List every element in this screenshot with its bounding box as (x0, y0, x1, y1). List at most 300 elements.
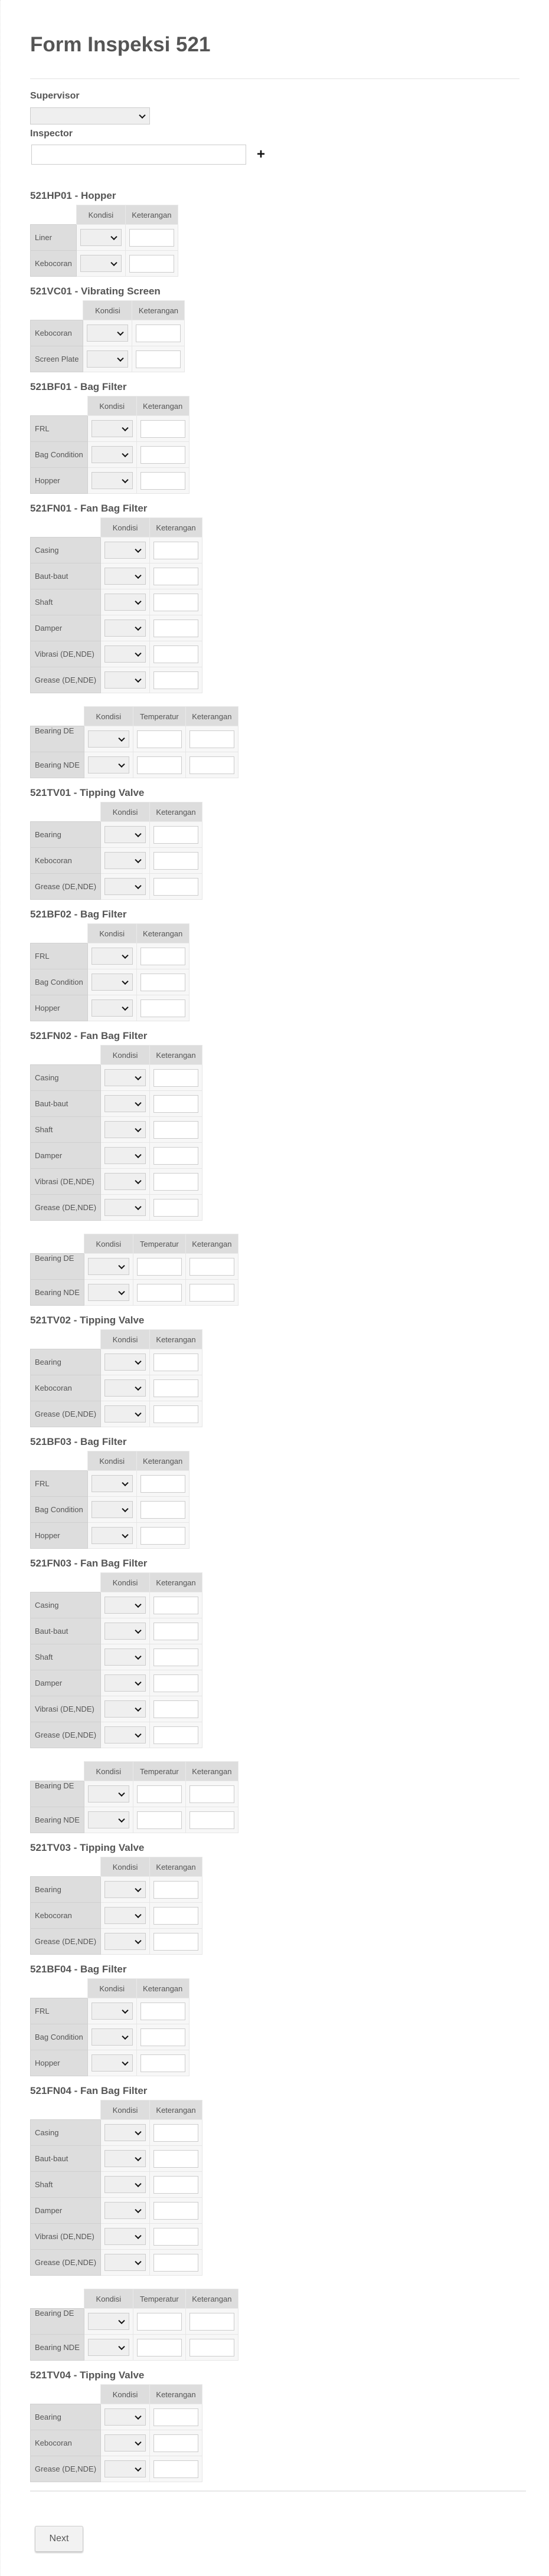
inspection-form (1, 0, 549, 2575)
blank-header (31, 1573, 101, 1592)
kondisi-select[interactable] (92, 446, 133, 463)
keterangan-input[interactable] (140, 2003, 185, 2020)
kondisi-select[interactable] (104, 1648, 146, 1666)
keterangan-input[interactable] (153, 1623, 198, 1640)
plus-icon[interactable]: + (257, 146, 266, 162)
chevron-down-icon (122, 1479, 128, 1486)
inspector-label: Inspector (30, 129, 73, 139)
chevron-down-icon (122, 2007, 128, 2013)
kondisi-select[interactable] (104, 2202, 146, 2219)
keterangan-input[interactable] (153, 826, 198, 844)
next-button[interactable]: Next (35, 2526, 83, 2552)
column-header-temperatur: Temperatur (133, 2289, 185, 2309)
inspection-table (30, 923, 189, 1021)
kondisi-select[interactable] (92, 1501, 133, 1518)
keterangan-input[interactable] (153, 1700, 198, 1718)
equipment-section (30, 786, 519, 900)
keterangan-input[interactable] (136, 350, 181, 368)
chevron-down-icon (122, 1505, 128, 1512)
equipment-section (30, 908, 519, 1021)
temperatur-cell (133, 2309, 185, 2335)
kondisi-select[interactable] (104, 852, 146, 869)
keterangan-cell (125, 251, 178, 277)
chevron-down-icon (122, 2059, 128, 2065)
keterangan-input[interactable] (153, 1597, 198, 1614)
keterangan-input[interactable] (140, 472, 185, 490)
chevron-down-icon (135, 1885, 141, 1892)
keterangan-cell (136, 969, 189, 995)
keterangan-cell (136, 2050, 189, 2076)
table-row (31, 2224, 202, 2250)
keterangan-input[interactable] (189, 1785, 234, 1803)
keterangan-input[interactable] (153, 1095, 198, 1113)
kondisi-cell (87, 1998, 136, 2024)
keterangan-cell (136, 1471, 189, 1497)
section-title: 521FN04 - Fan Bag Filter (30, 2085, 148, 2096)
kondisi-select[interactable] (104, 2408, 146, 2426)
table-row (31, 1523, 189, 1549)
keterangan-input[interactable] (140, 2054, 185, 2072)
chevron-down-icon (135, 2439, 141, 2445)
kondisi-select[interactable] (104, 2176, 146, 2193)
chevron-down-icon (135, 2464, 141, 2471)
table-row (31, 1195, 202, 1221)
kondisi-select[interactable] (104, 1069, 146, 1086)
chevron-down-icon (122, 450, 128, 457)
kondisi-select[interactable] (104, 2434, 146, 2452)
table-row (31, 2050, 189, 2076)
chevron-down-icon (135, 1601, 141, 1607)
kondisi-select[interactable] (104, 2150, 146, 2167)
chevron-down-icon (117, 355, 124, 361)
kondisi-select[interactable] (104, 1933, 146, 1950)
section-title: 521TV01 - Tipping Valve (30, 787, 145, 798)
kondisi-select[interactable] (92, 472, 133, 489)
chevron-down-icon (118, 1790, 125, 1796)
keterangan-cell (150, 1722, 202, 1748)
row-label: Vibrasi (DE,NDE) (31, 1169, 101, 1195)
kondisi-select[interactable] (104, 1907, 146, 1924)
keterangan-input[interactable] (153, 568, 198, 585)
chevron-down-icon (135, 2413, 141, 2419)
table-header-row (31, 1573, 202, 1592)
section-title: 521BF01 - Bag Filter (30, 381, 127, 392)
keterangan-cell (150, 2456, 202, 2482)
row-label: Damper (31, 615, 101, 641)
table-row (31, 1065, 202, 1091)
keterangan-input[interactable] (140, 1527, 185, 1545)
column-header-keterangan: Keterangan (150, 2385, 202, 2404)
keterangan-input[interactable] (189, 756, 234, 774)
kondisi-select[interactable] (88, 2313, 129, 2330)
keterangan-input[interactable] (140, 2028, 185, 2046)
chevron-down-icon (135, 1099, 141, 1106)
inspection-table (30, 2100, 202, 2276)
table-row (31, 1877, 202, 1903)
chevron-down-icon (135, 598, 141, 604)
kondisi-select[interactable] (104, 1597, 146, 1614)
table-header-row (31, 1857, 202, 1877)
inspection-table (30, 1329, 202, 1427)
kondisi-select[interactable] (92, 2054, 133, 2072)
keterangan-input[interactable] (153, 1881, 198, 1899)
kondisi-cell (87, 1471, 136, 1497)
column-header-keterangan: Keterangan (125, 205, 178, 225)
keterangan-input[interactable] (153, 852, 198, 870)
column-header-kondisi: Kondisi (84, 2289, 133, 2309)
keterangan-cell (150, 1929, 202, 1955)
keterangan-input[interactable] (140, 974, 185, 991)
kondisi-select[interactable] (104, 2460, 146, 2477)
kondisi-cell (84, 726, 133, 752)
temperatur-input[interactable] (137, 1284, 182, 1302)
keterangan-input[interactable] (153, 1069, 198, 1087)
row-label: Vibrasi (DE,NDE) (31, 1696, 101, 1722)
kondisi-cell (101, 2250, 150, 2276)
keterangan-cell (185, 2309, 238, 2335)
keterangan-input[interactable] (153, 594, 198, 611)
kondisi-select[interactable] (104, 1095, 146, 1112)
row-label: Bearing DE (31, 1254, 84, 1280)
temperatur-input[interactable] (137, 730, 182, 748)
kondisi-cell (84, 2309, 133, 2335)
supervisor-label: Supervisor (30, 91, 80, 101)
chevron-down-icon (139, 112, 145, 118)
kondisi-cell (101, 667, 150, 693)
chevron-down-icon (118, 1815, 125, 1822)
kondisi-select[interactable] (88, 1284, 129, 1301)
table-row (31, 1807, 238, 1833)
kondisi-select[interactable] (104, 1353, 146, 1371)
chevron-down-icon (135, 1151, 141, 1158)
kondisi-cell (101, 1670, 150, 1696)
bearing-table (30, 1761, 238, 1833)
chevron-down-icon (135, 676, 141, 682)
keterangan-input[interactable] (189, 1811, 234, 1829)
keterangan-input[interactable] (153, 542, 198, 559)
section-title: 521FN03 - Fan Bag Filter (30, 1558, 148, 1569)
kondisi-select[interactable] (104, 2124, 146, 2141)
kondisi-select[interactable] (104, 1121, 146, 1138)
kondisi-select[interactable] (104, 2228, 146, 2245)
column-header-kondisi: Kondisi (87, 1979, 136, 1998)
chevron-down-icon (135, 1653, 141, 1659)
row-label: Shaft (31, 589, 101, 615)
column-header-keterangan: Keterangan (150, 802, 202, 822)
column-header-keterangan: Keterangan (150, 2100, 202, 2120)
kondisi-select[interactable] (104, 594, 146, 611)
keterangan-cell (185, 1254, 238, 1280)
kondisi-select[interactable] (88, 1811, 129, 1828)
section-title: 521BF04 - Bag Filter (30, 1964, 127, 1975)
keterangan-input[interactable] (140, 420, 185, 438)
row-label: Grease (DE,NDE) (31, 2456, 101, 2482)
supervisor-select[interactable] (30, 107, 150, 124)
kondisi-select[interactable] (92, 948, 133, 965)
column-header-kondisi: Kondisi (101, 1573, 150, 1592)
kondisi-select[interactable] (92, 420, 133, 437)
equipment-section (30, 1963, 519, 2076)
inspection-table (30, 1045, 202, 1221)
table-row (31, 1903, 202, 1929)
table-header-row (31, 1330, 202, 1349)
section-title: 521BF03 - Bag Filter (30, 1436, 127, 1447)
kondisi-select[interactable] (88, 756, 129, 774)
row-label: Bearing (31, 1349, 101, 1375)
kondisi-select[interactable] (104, 2254, 146, 2271)
keterangan-input[interactable] (153, 1907, 198, 1925)
kondisi-cell (83, 320, 132, 346)
chevron-down-icon (135, 1410, 141, 1416)
keterangan-cell (150, 2224, 202, 2250)
keterangan-input[interactable] (153, 1405, 198, 1423)
column-header-kondisi: Kondisi (76, 205, 125, 225)
keterangan-input[interactable] (189, 2339, 234, 2357)
table-header-row (31, 924, 189, 943)
chevron-down-icon (135, 1911, 141, 1918)
keterangan-input[interactable] (153, 1379, 198, 1397)
table-header-row (31, 2100, 202, 2120)
kondisi-cell (87, 995, 136, 1021)
temperatur-input[interactable] (137, 1785, 182, 1803)
row-label: Bearing DE (31, 726, 84, 752)
kondisi-cell (101, 1091, 150, 1117)
row-label: Grease (DE,NDE) (31, 874, 101, 900)
table-row (31, 2430, 202, 2456)
keterangan-input[interactable] (153, 1933, 198, 1951)
keterangan-input[interactable] (153, 2202, 198, 2220)
chevron-down-icon (135, 1177, 141, 1184)
kondisi-select[interactable] (92, 999, 133, 1017)
blank-header (31, 1857, 101, 1877)
keterangan-input[interactable] (153, 2176, 198, 2194)
keterangan-input[interactable] (129, 229, 174, 247)
keterangan-cell (150, 1644, 202, 1670)
kondisi-select[interactable] (92, 2003, 133, 2020)
kondisi-select[interactable] (104, 568, 146, 585)
temperatur-input[interactable] (137, 1258, 182, 1276)
kondisi-select[interactable] (104, 1199, 146, 1216)
row-label: Vibrasi (DE,NDE) (31, 641, 101, 667)
keterangan-input[interactable] (140, 1501, 185, 1519)
table-row (31, 2198, 202, 2224)
keterangan-input[interactable] (153, 1199, 198, 1217)
keterangan-cell (136, 416, 189, 442)
keterangan-input[interactable] (153, 1648, 198, 1666)
temperatur-input[interactable] (137, 1811, 182, 1829)
kondisi-select[interactable] (88, 730, 129, 748)
equipment-section (30, 189, 519, 277)
column-header-keterangan: Keterangan (150, 1330, 202, 1349)
chevron-down-icon (135, 1937, 141, 1944)
temperatur-cell (133, 1280, 185, 1306)
kondisi-select[interactable] (87, 350, 128, 368)
keterangan-cell (150, 2172, 202, 2198)
keterangan-input[interactable] (153, 1726, 198, 1744)
kondisi-select[interactable] (80, 229, 122, 246)
keterangan-input[interactable] (153, 1147, 198, 1165)
sections (30, 189, 519, 2482)
keterangan-input[interactable] (153, 2460, 198, 2478)
keterangan-cell (150, 1877, 202, 1903)
kondisi-select[interactable] (92, 1475, 133, 1492)
kondisi-select[interactable] (92, 1527, 133, 1544)
kondisi-cell (87, 969, 136, 995)
kondisi-select[interactable] (104, 1147, 146, 1164)
column-header-keterangan: Keterangan (185, 2289, 238, 2309)
temperatur-input[interactable] (137, 2339, 182, 2357)
table-row (31, 752, 238, 778)
temperatur-cell (133, 1807, 185, 1833)
row-label: Damper (31, 1670, 101, 1696)
keterangan-cell (150, 2120, 202, 2146)
keterangan-input[interactable] (129, 255, 174, 273)
kondisi-select[interactable] (104, 1379, 146, 1397)
kondisi-select[interactable] (88, 1258, 129, 1275)
equipment-section (30, 1841, 519, 1955)
keterangan-cell (150, 667, 202, 693)
keterangan-cell (136, 1497, 189, 1523)
kondisi-select[interactable] (87, 325, 128, 342)
keterangan-input[interactable] (153, 2434, 198, 2452)
table-header-row (31, 396, 189, 416)
keterangan-input[interactable] (140, 948, 185, 965)
table-row (31, 943, 189, 969)
keterangan-input[interactable] (140, 1475, 185, 1493)
temperatur-input[interactable] (137, 2313, 182, 2331)
row-label: Kebocoran (31, 2430, 101, 2456)
table-row (31, 874, 202, 900)
keterangan-cell (150, 2146, 202, 2172)
kondisi-select[interactable] (104, 1173, 146, 1190)
kondisi-select[interactable] (104, 1726, 146, 1743)
kondisi-select[interactable] (92, 2028, 133, 2046)
keterangan-input[interactable] (189, 730, 234, 748)
kondisi-select[interactable] (88, 2339, 129, 2356)
column-header-keterangan: Keterangan (150, 1046, 202, 1065)
column-header-kondisi: Kondisi (101, 2100, 150, 2120)
keterangan-input[interactable] (153, 2124, 198, 2142)
kondisi-cell (101, 589, 150, 615)
kondisi-cell (101, 1903, 150, 1929)
kondisi-select[interactable] (104, 1700, 146, 1718)
keterangan-input[interactable] (153, 1173, 198, 1191)
keterangan-input[interactable] (153, 2254, 198, 2272)
column-header-keterangan: Keterangan (185, 707, 238, 726)
chevron-down-icon (135, 1705, 141, 1711)
divider (30, 2490, 526, 2492)
kondisi-cell (101, 874, 150, 900)
column-header-kondisi: Kondisi (101, 518, 150, 538)
row-label: Liner (31, 225, 77, 251)
keterangan-cell (150, 1091, 202, 1117)
keterangan-cell (150, 538, 202, 563)
table-header-row (31, 2385, 202, 2404)
keterangan-input[interactable] (153, 620, 198, 637)
column-header-keterangan: Keterangan (185, 1234, 238, 1254)
chevron-down-icon (122, 978, 128, 984)
table-row (31, 346, 185, 372)
divider (30, 78, 519, 79)
inspector-input[interactable] (31, 145, 246, 165)
chevron-down-icon (135, 1203, 141, 1210)
keterangan-input[interactable] (153, 1674, 198, 1692)
kondisi-select[interactable] (88, 1785, 129, 1802)
keterangan-input[interactable] (153, 671, 198, 689)
bearing-table (30, 706, 238, 778)
table-row (31, 2172, 202, 2198)
blank-header (31, 2289, 84, 2309)
table-header-row (31, 1979, 189, 1998)
temperatur-input[interactable] (137, 756, 182, 774)
kondisi-select[interactable] (92, 974, 133, 991)
table-row (31, 1349, 202, 1375)
keterangan-input[interactable] (153, 2408, 198, 2426)
keterangan-input[interactable] (153, 1353, 198, 1371)
kondisi-select[interactable] (104, 620, 146, 637)
kondisi-cell (87, 2050, 136, 2076)
row-label: Bearing DE (31, 2309, 84, 2335)
row-label: Grease (DE,NDE) (31, 1722, 101, 1748)
keterangan-cell (150, 641, 202, 667)
chevron-down-icon (118, 2343, 125, 2349)
chevron-down-icon (110, 259, 117, 266)
row-label: Baut-baut (31, 1091, 101, 1117)
keterangan-cell (150, 1670, 202, 1696)
table-row (31, 1254, 238, 1280)
equipment-section (30, 2369, 519, 2482)
blank-header (31, 518, 101, 538)
keterangan-cell (150, 1592, 202, 1618)
chevron-down-icon (135, 1627, 141, 1633)
kondisi-select[interactable] (80, 255, 122, 272)
keterangan-input[interactable] (153, 2150, 198, 2168)
keterangan-input[interactable] (140, 446, 185, 464)
kondisi-cell (101, 2224, 150, 2250)
keterangan-cell (136, 2024, 189, 2050)
keterangan-input[interactable] (189, 1258, 234, 1276)
kondisi-select[interactable] (104, 671, 146, 689)
keterangan-input[interactable] (136, 325, 181, 342)
keterangan-input[interactable] (153, 878, 198, 896)
column-header-kondisi: Kondisi (101, 1857, 150, 1877)
section-title: 521TV02 - Tipping Valve (30, 1315, 145, 1326)
keterangan-input[interactable] (153, 645, 198, 663)
kondisi-select[interactable] (104, 1623, 146, 1640)
kondisi-select[interactable] (104, 878, 146, 895)
kondisi-select[interactable] (104, 645, 146, 663)
keterangan-input[interactable] (140, 999, 185, 1017)
section-title: 521FN01 - Fan Bag Filter (30, 503, 148, 514)
keterangan-input[interactable] (189, 2313, 234, 2331)
kondisi-select[interactable] (104, 1674, 146, 1692)
keterangan-input[interactable] (189, 1284, 234, 1302)
kondisi-select[interactable] (104, 1881, 146, 1898)
keterangan-cell (150, 615, 202, 641)
kondisi-select[interactable] (104, 1405, 146, 1423)
kondisi-select[interactable] (104, 542, 146, 559)
table-row (31, 1169, 202, 1195)
section-title: 521VC01 - Vibrating Screen (30, 286, 161, 297)
blank-header (31, 1330, 101, 1349)
equipment-section (30, 1557, 519, 1833)
kondisi-select[interactable] (104, 826, 146, 843)
column-header-temperatur: Temperatur (133, 1762, 185, 1781)
keterangan-input[interactable] (153, 1121, 198, 1139)
inspection-table (30, 517, 202, 693)
keterangan-input[interactable] (153, 2228, 198, 2246)
section-title: 521FN02 - Fan Bag Filter (30, 1030, 148, 1041)
